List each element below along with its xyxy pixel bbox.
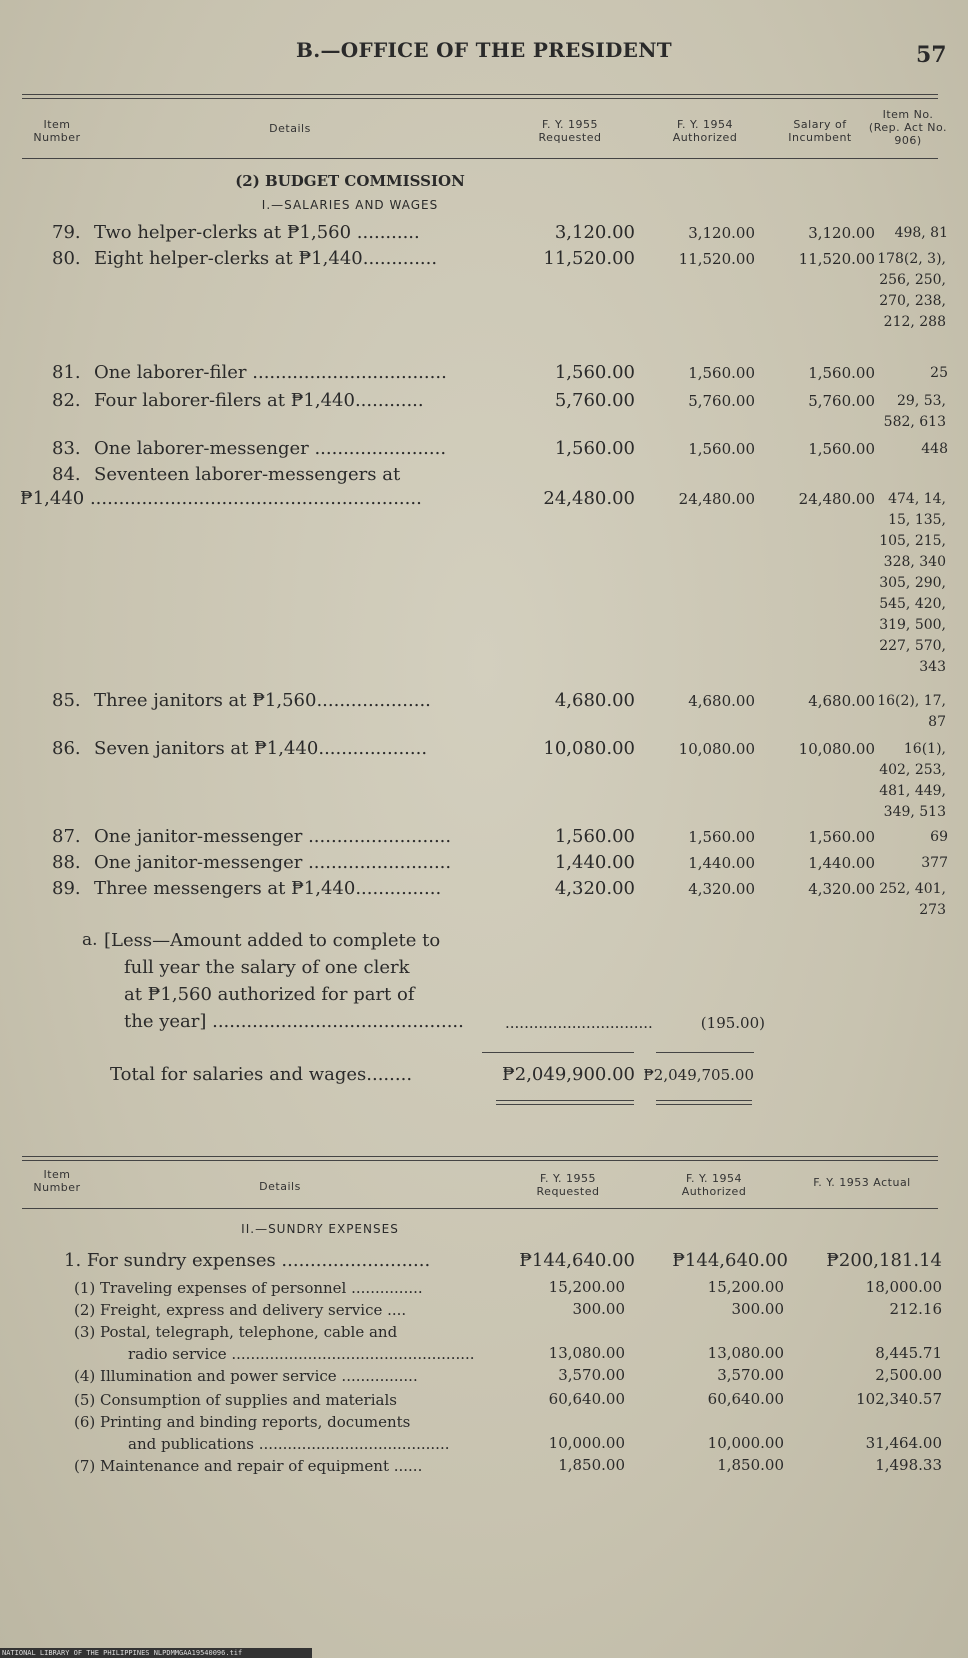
col-fy1955-requested: F. Y. 1955 Requested: [538, 118, 602, 144]
row-authorized: 1,560.00: [688, 364, 755, 382]
row-salary: 4,320.00: [808, 880, 875, 898]
less-line-3: at ₱1,560 authorized for part of: [124, 984, 415, 1005]
row-number: 82.: [52, 390, 81, 411]
t2-col-fy1955-requested: F. Y. 1955 Requested: [536, 1172, 600, 1198]
expense-label-cont: radio service ...................................................: [128, 1345, 475, 1363]
col-fy1954-authorized: F. Y. 1954 Authorized: [672, 118, 738, 144]
expense-authorized: 13,080.00: [707, 1344, 784, 1362]
page-title: B.—OFFICE OF THE PRESIDENT: [296, 38, 672, 62]
expense-actual: 1,498.33: [875, 1456, 942, 1474]
row-salary: 1,560.00: [808, 364, 875, 382]
row-item-ref: 69: [930, 829, 948, 845]
row-details: One janitor-messenger .........................: [94, 852, 452, 873]
col-details: Details: [269, 122, 311, 135]
subsection-salaries-wages: I.—SALARIES AND WAGES: [261, 198, 439, 212]
row-requested: 11,520.00: [543, 248, 635, 269]
expense-actual: 8,445.71: [875, 1344, 942, 1362]
t2-col-item-number: Item Number: [33, 1168, 81, 1194]
row-requested: 10,080.00: [543, 738, 635, 759]
row-authorized: 24,480.00: [678, 490, 755, 508]
expense-requested: 3,570.00: [558, 1366, 625, 1384]
row-details: Four laborer-filers at ₱1,440............: [94, 390, 424, 411]
row-salary: 1,440.00: [808, 854, 875, 872]
table2-top-rule-2: [22, 1160, 938, 1161]
expense-actual: 212.16: [889, 1300, 942, 1318]
col-item-number: Item Number: [33, 118, 81, 144]
expense-authorized: 1,850.00: [717, 1456, 784, 1474]
expense-actual: 102,340.57: [856, 1390, 942, 1408]
row-salary: 5,760.00: [808, 392, 875, 410]
row-number: 83.: [52, 438, 81, 459]
section-budget-commission: (2) BUDGET COMMISSION: [235, 172, 465, 190]
row-salary: 24,480.00: [798, 490, 875, 508]
expense-actual: 2,500.00: [875, 1366, 942, 1384]
row-item-ref: 252, 401, 273: [879, 881, 946, 918]
expense-authorized: 15,200.00: [707, 1278, 784, 1296]
table2-header-rule: [22, 1208, 938, 1209]
row-requested: 5,760.00: [554, 390, 635, 411]
table2-top-rule: [22, 1156, 938, 1157]
expense-label: (4) Illumination and power service ................: [74, 1367, 418, 1385]
row-salary: 11,520.00: [798, 250, 875, 268]
sundry-main-actual: ₱200,181.14: [826, 1250, 942, 1271]
less-authorized: (195.00): [700, 1014, 765, 1032]
expense-actual: 31,464.00: [865, 1434, 942, 1452]
total-requested: ₱2,049,900.00: [502, 1064, 635, 1085]
total-authorized: ₱2,049,705.00: [643, 1066, 754, 1084]
row-item-ref: 498, 81: [894, 225, 948, 241]
less-line-1: [Less—Amount added to complete to: [104, 930, 441, 951]
total-double-rule-1: [496, 1100, 634, 1101]
row-requested: 4,320.00: [554, 878, 635, 899]
col-salary-incumbent: Salary of Incumbent: [788, 118, 852, 144]
row-number: 84.: [52, 464, 81, 485]
row-item-ref: 25: [930, 365, 948, 381]
row-number: 86.: [52, 738, 81, 759]
row-requested: 4,680.00: [554, 690, 635, 711]
row-item-ref: 29, 53, 582, 613: [883, 393, 946, 430]
row-details: Eight helper-clerks at ₱1,440.............: [94, 248, 438, 269]
expense-label: (3) Postal, telegraph, telephone, cable and: [74, 1323, 398, 1341]
total-label: Total for salaries and wages........: [110, 1064, 413, 1085]
less-label: a.: [82, 930, 98, 950]
subtotal-rule-req: [482, 1052, 634, 1053]
row-salary: 1,560.00: [808, 440, 875, 458]
row-item-ref: 377: [921, 855, 948, 871]
sundry-main-requested: ₱144,640.00: [519, 1250, 635, 1271]
row-salary: 3,120.00: [808, 224, 875, 242]
expense-requested: 300.00: [572, 1300, 625, 1318]
row-authorized: 5,760.00: [688, 392, 755, 410]
row-number: 81.: [52, 362, 81, 383]
expense-label: (1) Traveling expenses of personnel ...............: [74, 1279, 423, 1297]
expense-authorized: 60,640.00: [707, 1390, 784, 1408]
row-requested: 24,480.00: [543, 488, 635, 509]
expense-label: (5) Consumption of supplies and materials: [74, 1391, 397, 1409]
sundry-main-label: 1. For sundry expenses ..........................: [64, 1250, 431, 1271]
expense-requested: 10,000.00: [548, 1434, 625, 1452]
total-double-rule-2: [496, 1104, 634, 1105]
table1-top-rule: [22, 94, 938, 95]
row-authorized: 3,120.00: [688, 224, 755, 242]
table1-top-rule-2: [22, 98, 938, 99]
total-double-rule-4: [656, 1104, 752, 1105]
row-authorized: 11,520.00: [678, 250, 755, 268]
row-number: 89.: [52, 878, 81, 899]
expense-authorized: 300.00: [731, 1300, 784, 1318]
t2-col-fy1953-actual: F. Y. 1953 Actual: [813, 1176, 911, 1189]
row-item-ref: 178(2, 3), 256, 250, 270, 238, 212, 288: [877, 251, 946, 330]
row-number: 87.: [52, 826, 81, 847]
row-authorized: 4,680.00: [688, 692, 755, 710]
expense-label: (7) Maintenance and repair of equipment ......: [74, 1457, 423, 1475]
row-details: Seven janitors at ₱1,440...................: [94, 738, 428, 759]
row-number: 79.: [52, 222, 81, 243]
table1-header-rule: [22, 158, 938, 159]
row-requested: 3,120.00: [554, 222, 635, 243]
row-number: 80.: [52, 248, 81, 269]
row-requested: 1,560.00: [554, 362, 635, 383]
expense-actual: 18,000.00: [865, 1278, 942, 1296]
scan-footer: NATIONAL LIBRARY OF THE PHILIPPINES NLPDMMGAA19540096.tif: [0, 1648, 312, 1658]
row-salary: 10,080.00: [798, 740, 875, 758]
less-requested: ...............................: [505, 1014, 653, 1032]
subtotal-rule-auth: [656, 1052, 754, 1053]
row-number: 88.: [52, 852, 81, 873]
expense-authorized: 3,570.00: [717, 1366, 784, 1384]
row-authorized: 1,440.00: [688, 854, 755, 872]
page-number: 57: [916, 42, 947, 68]
t2-col-details: Details: [259, 1180, 301, 1193]
row-item-ref: 448: [921, 441, 948, 457]
row-requested: 1,560.00: [554, 438, 635, 459]
sundry-main-authorized: ₱144,640.00: [672, 1250, 788, 1271]
row-salary: 1,560.00: [808, 828, 875, 846]
row-salary: 4,680.00: [808, 692, 875, 710]
total-double-rule-3: [656, 1100, 752, 1101]
expense-requested: 60,640.00: [548, 1390, 625, 1408]
t2-col-fy1954-authorized: F. Y. 1954 Authorized: [681, 1172, 747, 1198]
less-line-4: the year] ............................................: [124, 1011, 464, 1032]
row-details: Seventeen laborer-messengers at: [94, 464, 401, 485]
expense-requested: 13,080.00: [548, 1344, 625, 1362]
row-requested: 1,560.00: [554, 826, 635, 847]
row-item-ref: 16(1), 402, 253, 481, 449, 349, 513: [879, 741, 946, 820]
expense-requested: 1,850.00: [558, 1456, 625, 1474]
row-item-ref: 474, 14, 15, 135, 105, 215, 328, 340 305, 290, 545, 420, 319, 500, 227, 570, 343: [879, 491, 946, 675]
row-details-cont: ₱1,440 ..........................................................: [20, 488, 422, 509]
row-details: One janitor-messenger .........................: [94, 826, 452, 847]
col-item-no-rep-act: Item No. (Rep. Act No. 906): [868, 108, 948, 147]
expense-label: (2) Freight, express and delivery service ....: [74, 1301, 407, 1319]
row-details: One laborer-filer ..................................: [94, 362, 447, 383]
row-details: One laborer-messenger .......................: [94, 438, 447, 459]
row-authorized: 1,560.00: [688, 828, 755, 846]
expense-label-cont: and publications ........................................: [128, 1435, 450, 1453]
row-authorized: 10,080.00: [678, 740, 755, 758]
expense-authorized: 10,000.00: [707, 1434, 784, 1452]
row-item-ref: 16(2), 17, 87: [877, 693, 946, 730]
less-line-2: full year the salary of one clerk: [124, 957, 410, 978]
row-requested: 1,440.00: [554, 852, 635, 873]
row-authorized: 4,320.00: [688, 880, 755, 898]
row-authorized: 1,560.00: [688, 440, 755, 458]
row-details: Three messengers at ₱1,440...............: [94, 878, 442, 899]
row-details: Two helper-clerks at ₱1,560 ...........: [94, 222, 420, 243]
subsection-sundry-expenses: II.—SUNDRY EXPENSES: [241, 1222, 399, 1236]
expense-requested: 15,200.00: [548, 1278, 625, 1296]
row-details: Three janitors at ₱1,560....................: [94, 690, 431, 711]
row-number: 85.: [52, 690, 81, 711]
expense-label: (6) Printing and binding reports, documents: [74, 1413, 411, 1431]
